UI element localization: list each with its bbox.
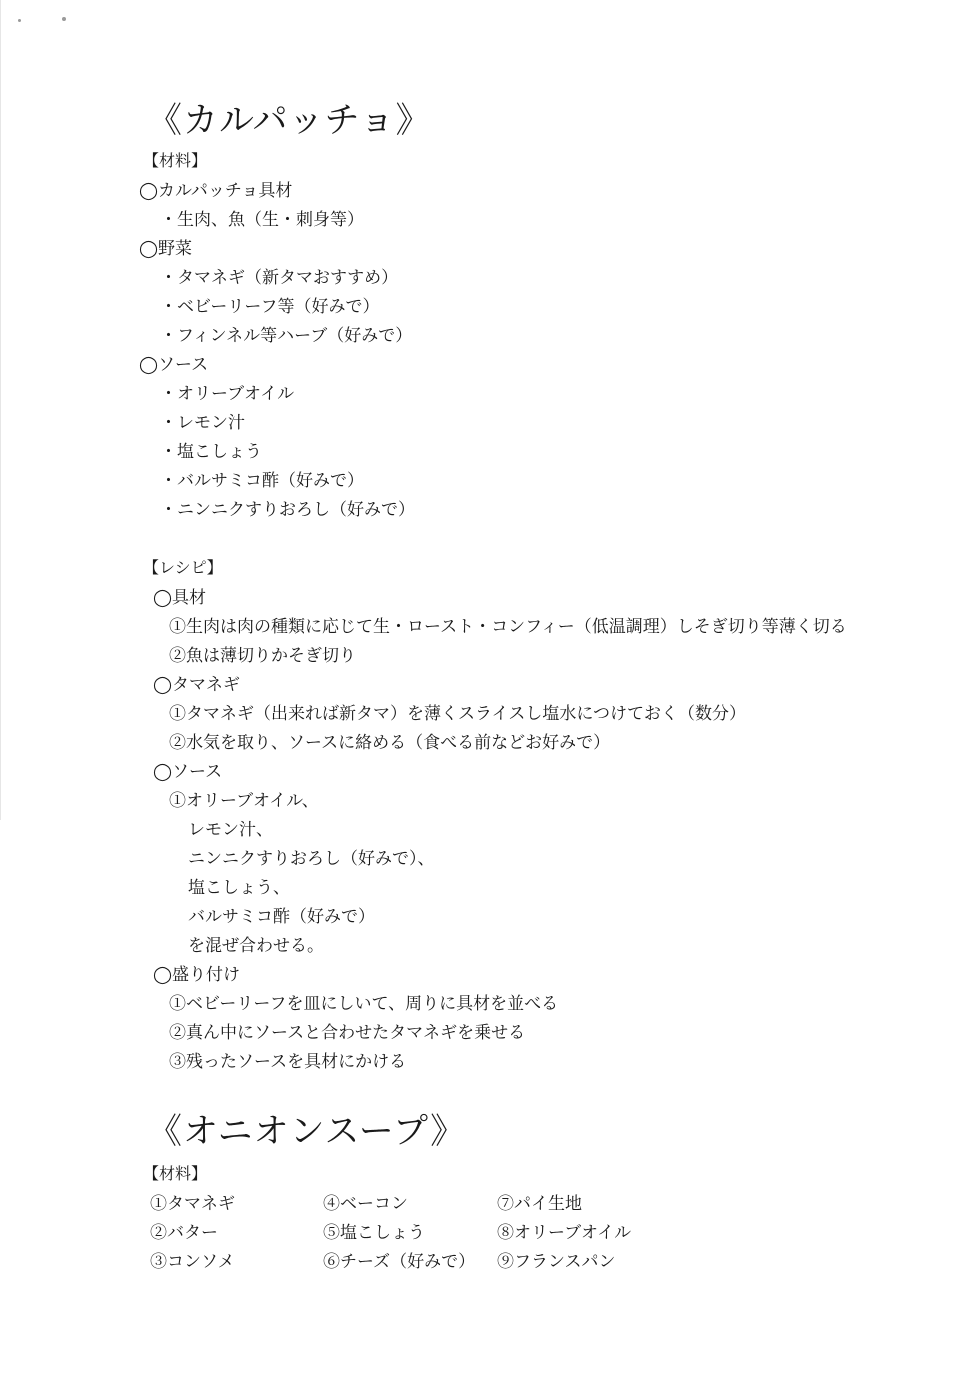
- soup-ingredient: ③コンソメ: [150, 1252, 235, 1272]
- soup-ingredient: ⑥チーズ（好みで）: [323, 1252, 476, 1272]
- ingredient-line: ・フィンネル等ハーブ（好みで）: [160, 326, 413, 346]
- recipe-line: ◯ソース: [153, 762, 223, 782]
- recipe-line: ①オリーブオイル、: [169, 791, 319, 811]
- recipe-line: ニンニクすりおろし（好みで）、: [188, 849, 435, 869]
- recipe-line: ②水気を取り、ソースに絡める（食べる前などお好みで）: [169, 733, 611, 753]
- recipe-line: ◯盛り付け: [153, 965, 241, 985]
- recipe-line: レモン汁、: [188, 820, 273, 840]
- carpaccio-materials-heading: 【材料】: [143, 151, 208, 170]
- scan-dot: [62, 17, 66, 21]
- ingredient-line: ・レモン汁: [160, 413, 245, 433]
- recipe-line: ①タマネギ（出来れば新タマ）を薄くスライスし塩水につけておく（数分）: [169, 704, 746, 724]
- soup-ingredient: ⑦パイ生地: [497, 1194, 582, 1214]
- ingredient-line: ・オリーブオイル: [160, 384, 295, 404]
- recipe-line: を混ぜ合わせる。: [188, 936, 324, 956]
- soup-ingredient: ⑤塩こしょう: [323, 1223, 425, 1243]
- scan-dot: [18, 19, 21, 22]
- soup-ingredient: ⑨フランスパン: [497, 1252, 616, 1272]
- ingredient-line: ◯ソース: [139, 355, 209, 375]
- carpaccio-title: 《カルパッチョ》: [147, 101, 432, 141]
- recipe-line: ③残ったソースを具材にかける: [169, 1052, 407, 1072]
- ingredient-line: ・ニンニクすりおろし（好みで）: [160, 500, 415, 520]
- recipe-line: ①生肉は肉の種類に応じて生・ロースト・コンフィー（低温調理）しそぎ切り等薄く切る: [169, 617, 847, 637]
- recipe-line: 塩こしょう、: [188, 878, 290, 898]
- soup-ingredient: ④ベーコン: [323, 1194, 408, 1214]
- onion-soup-title: 《オニオンスープ》: [147, 1112, 467, 1152]
- ingredient-line: ・タマネギ（新タマおすすめ）: [160, 268, 399, 288]
- carpaccio-recipe-heading: 【レシピ】: [143, 558, 223, 577]
- recipe-line: ◯タマネギ: [153, 675, 241, 695]
- soup-ingredient: ②バター: [150, 1223, 218, 1243]
- recipe-line: ◯具材: [153, 588, 207, 608]
- recipe-line: バルサミコ酢（好みで）: [188, 907, 375, 927]
- soup-ingredient: ⑧オリーブオイル: [497, 1223, 632, 1243]
- ingredient-line: ・塩こしょう: [160, 442, 262, 462]
- recipe-line: ①ベビーリーフを皿にしいて、周りに具材を並べる: [169, 994, 559, 1014]
- recipe-line: ②真ん中にソースと合わせたタマネギを乗せる: [169, 1023, 526, 1043]
- recipe-line: ②魚は薄切りかそぎ切り: [169, 646, 356, 666]
- ingredient-line: ◯野菜: [139, 239, 193, 259]
- ingredient-line: ・生肉、魚（生・刺身等）: [160, 210, 364, 230]
- soup-ingredient: ①タマネギ: [150, 1194, 235, 1214]
- ingredient-line: ・ベビーリーフ等（好みで）: [160, 297, 380, 317]
- scan-edge-line: [0, 0, 1, 820]
- onion-soup-materials-heading: 【材料】: [143, 1164, 208, 1183]
- ingredient-line: ◯カルパッチョ具材: [139, 181, 293, 201]
- ingredient-line: ・バルサミコ酢（好みで）: [160, 471, 364, 491]
